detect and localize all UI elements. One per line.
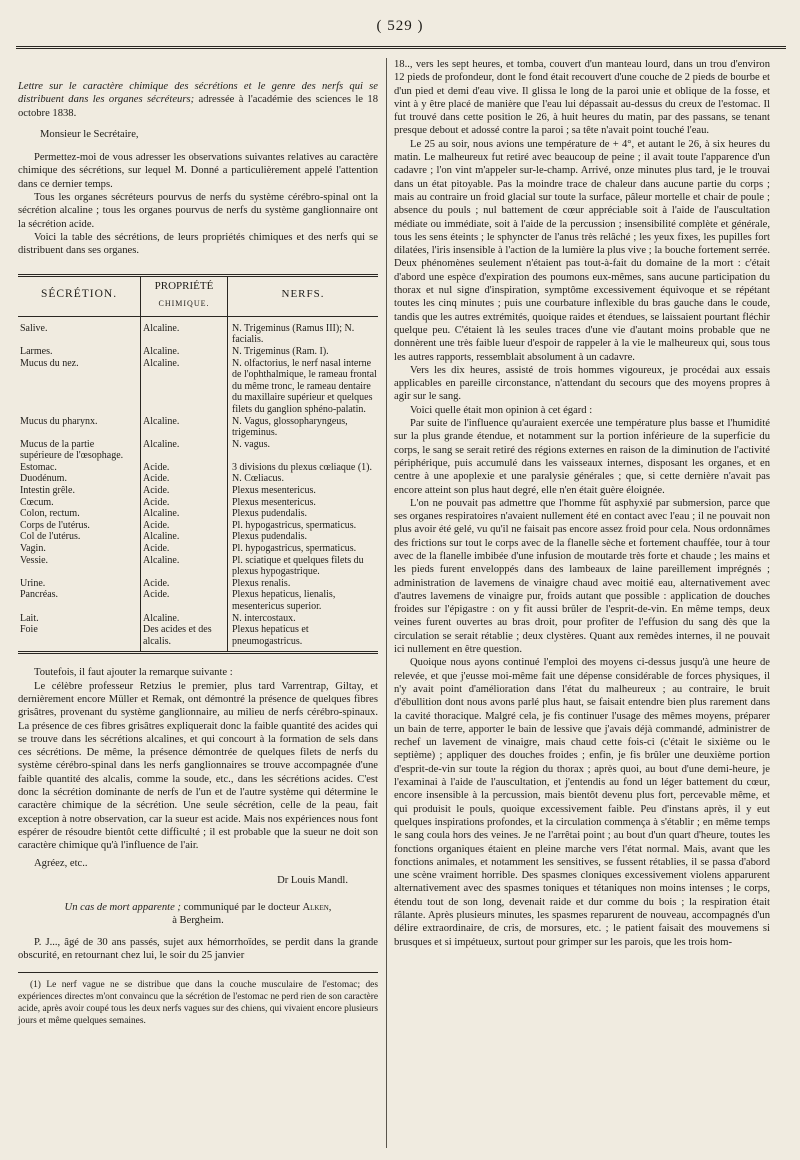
cell-nerves: Plexus pudendalis.	[228, 531, 379, 543]
cell-property: Acide.	[141, 589, 228, 612]
table-header-row	[18, 277, 378, 317]
case-paragraph: Vers les dix heures, assisté de trois hommes vigoureux, je procédai aux essais applicables en pareille circonstance, n'attendant du secours que des moyens propres à agir sur le sang.	[394, 364, 770, 403]
table-row	[18, 613, 378, 625]
cell-property: Alcaline.	[141, 508, 228, 520]
table-row	[18, 358, 378, 416]
table-row	[18, 589, 378, 612]
table-row	[18, 439, 378, 462]
cell-secretion: Intestin grêle.	[20, 485, 75, 497]
cell-secretion: Salive.	[20, 322, 48, 334]
cell-nerves: N. vagus.	[228, 439, 379, 462]
cell-secretion: Vagin.	[20, 543, 46, 555]
case-continuation: 18.., vers les sept heures, et tomba, couvert d'un manteau lourd, dans un trou d'environ 12 pieds de profondeur, dont le fond était recouvert d'une couche de 2 pieds de bourbe et d'un pied et demi d'eau vive. Il glissa le long de la paroi unie et oblique de la fosse, et vint à y être placé de manière que l'eau lui dépassait au-dessus du creux de l'estomac. Il fut trouvé dans cette position le 26, à huit heures du matin, par des passans, se tenant presque debout et adossé contre la paroi ; sa tête n'avait point touché l'eau.	[394, 59, 770, 137]
closing: Agréez, etc..	[34, 857, 88, 869]
cell-nerves: N. Trigeminus (Ram. I).	[228, 346, 379, 358]
cell-secretion: Mucus du pharynx.	[20, 415, 98, 427]
cell-property: Acide.	[141, 473, 228, 485]
column-divider	[386, 58, 387, 1148]
header-property-label: PROPRIÉTÉ	[154, 279, 214, 292]
cell-property: Alcaline.	[141, 531, 228, 543]
case-paragraph: Par suite de l'influence qu'auraient exercée une température plus basse et l'humidité sur la plus grande étendue, et notamment sur la portion inférieure de la superficie du corps, le sang se serait retiré des régions externes en raison de la diminution de l'activité périphérique, puis accumulé dans les vaisseaux internes, disposant les organes, et en centre à une apoplexie et une paralysie générales ; que, si cette dernière n'avait pas encore atteint son plus haut degré, elle n'en était guère éloignée.	[394, 418, 770, 496]
case-paragraph: Voici quelle était mon opinion à cet égard :	[410, 404, 593, 416]
header-nerves: NERFS.	[228, 277, 379, 317]
cell-property: Acide.	[141, 485, 228, 497]
cell-nerves: N. Cœliacus.	[228, 473, 379, 485]
table-row	[18, 624, 378, 653]
table-row	[18, 508, 378, 520]
letter-paragraph: Toutefois, il faut ajouter la remarque suivante :	[34, 667, 233, 679]
cell-property: Acide.	[141, 520, 228, 532]
cell-secretion: Urine.	[20, 577, 46, 589]
cell-secretion: Mucus du nez.	[20, 357, 79, 369]
cell-secretion: Duodénum.	[20, 473, 67, 485]
cell-secretion: Estomac.	[20, 461, 57, 473]
cell-property: Alcaline.	[141, 316, 228, 346]
cell-secretion: Col de l'utérus.	[20, 531, 81, 543]
table-row	[18, 578, 378, 590]
table-row	[18, 416, 378, 439]
case-paragraph: Quoique nous ayons continué l'emploi des moyens ci-dessus jusqu'à une heure de relevée, et que j'eusse moi-même fait une dépense considérable de forces physiques, il n'y avait point d'amélioration dans l'état du malheureux ; au contraire, le bruit d'ébullition dont nous avons parlé plus haut, se faisait entendre bien plus rarement dans la cavité thoracique. Malgré cela, je fis continuer l'usage des mêmes moyens, préparer un bain de terre, apporter le bain de lessive que j'avais déjà commandé, administrer de rechef un lavement de vinaigre, mais chaud cette fois-ci (c'était le sixième ou le septième) ; appliquer des douches froides ; enfin, je fis brûler une deuxième portion d'esprit-de-vin sur toute la région du thorax ; après quoi, au bout d'une demi-heure, je l'examinai à l'aide de l'auscultation, et j'entendis au fond un léger battement du cœur, encore insensible à la percussion, mais bientôt devenu plus fort, percevable même, et qui produisit le pouls, quoique excessivement faible. Peu d'instans après, il y eut quelques inspirations profondes, et la circulation commença à s'établir ; en même temps le sang coula hors des veines. Je ne l'arrêtai point ; au bout d'un quart d'heure, toutes les fonctions organiques étaient en pleine marche vers l'état normal. Mais, avant que les fonctions animales, et notamment les sensitives, se fussent rétablies, il se passa d'abord une scène vraiment horrible. Des spasmes cloniques excessivement violens apparurent alternativement avec des spasmes toniques et tétaniques non moins intenses ; le corps, étendu tout de son long, devenait raide et dur comme du bois ; la respiration était râlante. Après plusieurs minutes, les spasmes reparurent de nouveau, accompagnés d'un délire extraordinaire, de cris, de morsures, etc. ; le patient faisait des mouvemens si brusques et si impétueux, surtout pour grimper sur les parois, que les trois hom-	[394, 657, 770, 948]
cell-secretion: Lait.	[20, 612, 39, 624]
case-title	[18, 901, 378, 914]
footnote-text: (1) Le nerf vague ne se distribue que dans la couche musculaire de l'estomac; des expériences directes m'ont convaincu que la sécrétion de l'estomac ne perd rien de son caractère acide, après avoir coupé tous les deux nerfs vagues sur des chiens, qui vivaient encore plusieurs jours et même quelques semaines.	[18, 980, 378, 1027]
table-row	[18, 543, 378, 555]
cell-nerves: Plexus pudendalis.	[228, 508, 379, 520]
table-row	[18, 485, 378, 497]
cell-property: Alcaline.	[141, 358, 228, 416]
cell-secretion: Larmes.	[20, 345, 53, 357]
table-row	[18, 520, 378, 532]
case-paragraph: L'on ne pouvait pas admettre que l'homme fût asphyxié par submersion, parce que ses organes respiratoires n'avaient nullement été en contact avec l'eau ; il ne pouvait non plus avoir été gelé, vu qu'il ne faisait pas encore assez froid pour cela. Nous ordonnâmes des frictions sur tout le corps avec de la flanelle sèche et fortement chauffée, tour à tour avec de la flanelle imbibée d'une infusion de moutarde très forte et chaude ; les mains et les pieds furent enveloppés dans des lambeaux de laine pareillement imprégnés ; administration de lavemens de vinaigre chaud avec moitié eau, alternativement avec d'autres lavemens de vinaigre pur, froids autant que possible : application de douches froides sur l'épigastre : on y fit aussi brûler de l'esprit-de-vin. En même temps, deux veines furent ouvertes au bras droit, pour profiter de l'effusion du sang dès que la circulation se serait rétablie ; deux clystères. Quant aux remèdes internes, il ne pouvait ici nullement en être question.	[394, 497, 770, 656]
cell-property: Alcaline.	[141, 439, 228, 462]
cell-nerves: Plexus mesentericus.	[228, 485, 379, 497]
letter-title-roman: adressée à l'académie des sciences le 18 octobre 1838.	[18, 94, 378, 119]
case-place: à Bergheim.	[172, 915, 224, 927]
cell-nerves: N. intercostaux.	[228, 613, 379, 625]
table-row	[18, 346, 378, 358]
header-secretion: SÉCRÉTION.	[18, 277, 141, 317]
cell-nerves: N. olfactorius, le nerf nasal interne de l'ophthalmique, le rameau frontal du même tronc, le rameau dentaire du maxillaire supérieur et quelques filets du ganglion sphéno-palatin.	[228, 358, 379, 416]
case-title-italic: Un cas de mort apparente ;	[64, 902, 181, 914]
cell-property: Acide.	[141, 578, 228, 590]
letter-title-italic: Lettre sur le caractère chimique des sécrétions et le genre des nerfs qui se distribuent dans les organes sécréteurs;	[18, 81, 378, 106]
letter-paragraph: Voici la table des sécrétions, de leurs propriétés chimiques et des nerfs qui se distribuent dans ses organes.	[18, 231, 378, 257]
table-row	[18, 473, 378, 485]
right-column	[394, 58, 770, 949]
case-paragraph: Le 25 au soir, nous avions une température de + 4°, et autant le 26, à six heures du matin. Le malheureux fut retiré avec beaucoup de peine ; il avait toute l'apparence d'un cadavre ; l'on vint m'appeler sur-le-champ. Arrivé, onze minutes plus tard, je le trouvai dans un état pitoyable. Pas la moindre trace de chaleur dans aucune partie du corps ; mais au contraire un froid glacial sur toute la surface, pâleur mortelle et chair de poule ; absence du pouls ; nul battement de cœur appréciable soit à l'aide de l'auscultation médiate ou immédiate, soit à l'aide de la percussion ; insensibilité complète et générale, tous les sens éteints ; le sphyncter de l'anus très relâché ; les yeux fixes, les pupilles fort dilatées, l'iris insensible à l'action de la lumière la plus vive ; la bouche fortement serrée. Deux phénomènes seulement n'étaient pas tout-à-fait du domaine de la mort : c'était d'abord une espèce d'expiration des poumons eux-mêmes, sans aucune participation du thorax et nul signe d'inspiration, symptôme excessivement équivoque et se répétant toutes les cinq minutes ; puis une courbature inflexible du bras gauche dans le coude, tandis que les autres extrémités, quoique raides et étendues, se laissaient pourtant fléchir quelque peu. C'étaient là les seules traces d'une vie d'autant moins probable que ne donnèrent une très faible lueur d'espoir de rappeler à la vie le malheureux qui, sous tous les autres rapports, ressemblait absolument à un cadavre.	[394, 138, 770, 363]
cell-property: Acide.	[141, 497, 228, 509]
letter-paragraph: Tous les organes sécréteurs pourvus de nerfs du système cérébro-spinal ont la sécrétion alcaline ; tous les organes pourvus de nerfs du système ganglionnaire ont la sécrétion acide.	[18, 192, 378, 230]
header-property-sub: CHIMIQUE.	[158, 299, 210, 309]
cell-secretion: Corps de l'utérus.	[20, 519, 90, 531]
cell-secretion: Foie	[18, 624, 141, 653]
cell-nerves: N. Vagus, glossopharyngeus, trigeminus.	[228, 416, 379, 439]
table-row	[18, 316, 378, 346]
case-paragraph: P. J..., âgé de 30 ans passés, sujet aux hémorrhoïdes, se perdit dans la grande obscurité, en retournant chez lui, le soir du 25 janvier	[18, 936, 378, 962]
table-row	[18, 462, 378, 474]
letter-title	[18, 80, 378, 120]
table-row	[18, 497, 378, 509]
left-column	[18, 58, 378, 1027]
cell-nerves: Pl. hypogastricus, spermaticus.	[228, 543, 379, 555]
cell-secretion: Pancréas.	[20, 589, 59, 601]
cell-property: Alcaline.	[141, 416, 228, 439]
cell-nerves: Pl. sciatique et quelques filets du plexus hypogastrique.	[228, 555, 379, 578]
cell-nerves: 3 divisions du plexus cœliaque (1).	[228, 462, 379, 474]
case-author: Alken,	[302, 902, 332, 914]
letter-paragraph: Le célèbre professeur Retzius le premier, plus tard Varrentrap, Giltay, et dernièrement encore Müller et Remak, ont démontré la présence de quelques fibres grisâtres, provenant du système ganglionnaire, au milieu de nerfs cérébro-spinaux. La présence de ces fibres grisâtres expliquerait donc la faible quantité des acides qui se trouve dans les sécrétions alcalines, et qui concourt à la formation de sels dans ces sécrétions. De même, la présence démontrée de quelques filets de nerfs du système cérébro-spinal dans les nerfs ganglionnaires se trouve accompagnée d'une faible quantité des alcalis, comme la soude, etc., dans les sécrétions acides. C'est donc la sécrétion dominante de nerfs de l'un et de l'autre système qui détermine le caractère chimique de la sécrétion. Une seule sécrétion, celle de la peau, fait exception à notre observation, car la sueur est acide. Mais nos expériences nous font espérer de résoudre bientôt cette difficulté ; il est probable que la sueur ne doit son caractère chimique qu'à l'influence de l'air.	[18, 680, 378, 852]
cell-nerves: Plexus hepaticus, lienalis, mesentericus superior.	[228, 589, 379, 612]
cell-secretion: Colon, rectum.	[20, 508, 80, 520]
cell-nerves: Pl. hypogastricus, spermaticus.	[228, 520, 379, 532]
cell-property: Des acides et des alcalis.	[141, 624, 228, 653]
cell-nerves: Plexus hepaticus et pneumogastricus.	[228, 624, 379, 653]
top-rule	[16, 46, 786, 49]
salutation: Monsieur le Secrétaire,	[40, 128, 139, 140]
footnote	[18, 972, 378, 1027]
header-property	[141, 277, 228, 317]
table-body	[18, 316, 378, 653]
cell-property: Alcaline.	[141, 346, 228, 358]
cell-nerves: Plexus mesentericus.	[228, 497, 379, 509]
cell-property: Alcaline.	[141, 613, 228, 625]
cell-property: Alcaline.	[141, 555, 228, 578]
cell-secretion: Mucus de la partie supérieure de l'œsophage.	[20, 438, 124, 462]
letter-paragraph: Permettez-moi de vous adresser les observations suivantes relatives au caractère chimique des sécrétions, sur lequel M. Donné a particulièrement appelé l'attention dans ce dernier temps.	[18, 152, 378, 190]
cell-nerves: N. Trigeminus (Ramus III); N. facialis.	[228, 316, 379, 346]
page-number: ( 529 )	[376, 18, 424, 34]
cell-property: Acide.	[141, 543, 228, 555]
cell-property: Acide.	[141, 462, 228, 474]
cell-secretion: Vessie.	[20, 554, 49, 566]
case-title-roman: communiqué par le docteur	[180, 902, 303, 914]
cell-nerves: Plexus renalis.	[228, 578, 379, 590]
signature: Dr Louis Mandl.	[277, 874, 348, 886]
table-row	[18, 531, 378, 543]
table-row	[18, 555, 378, 578]
secretion-table	[18, 277, 378, 655]
cell-secretion: Cœcum.	[20, 496, 54, 508]
